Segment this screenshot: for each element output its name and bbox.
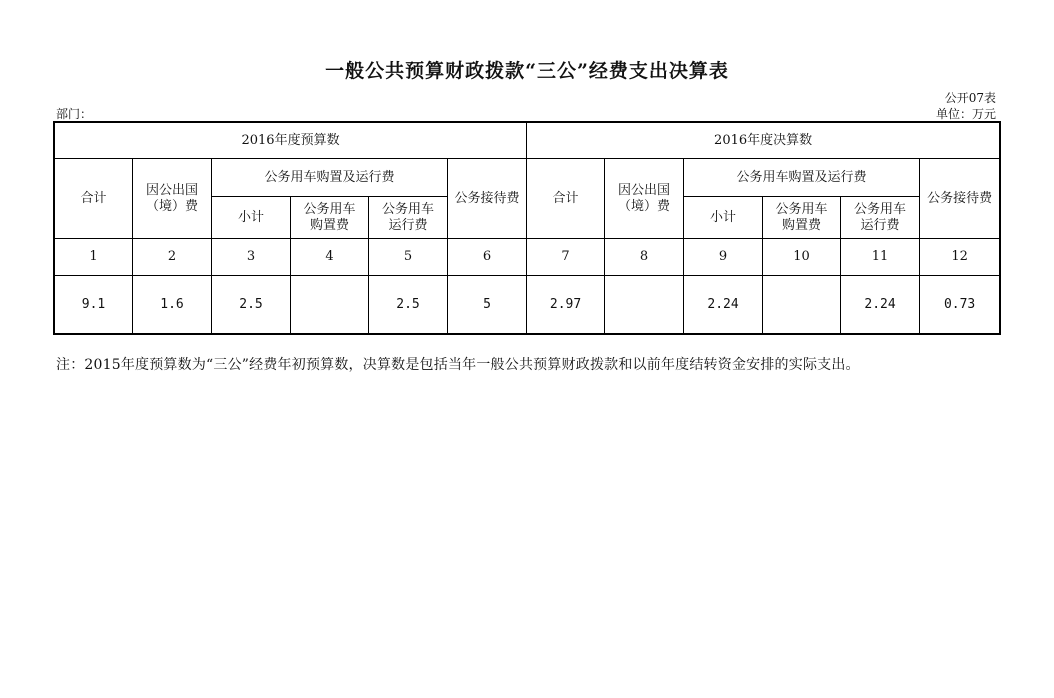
value-cell: 2.24 [684, 276, 763, 334]
budget-vehicle-group-header: 公务用车购置及运行费 [212, 159, 448, 197]
form-code: 公开07表 [944, 91, 996, 105]
index-cell: 10 [763, 239, 841, 276]
footnote: 注：2015年度预算数为“三公”经费年初预算数，决算数是包括当年一般公共预算财政拨款和以前年度结转资金安排的实际支出。 [56, 357, 860, 373]
final-total-header: 合计 [527, 159, 605, 239]
value-cell: 2.97 [527, 276, 605, 334]
value-cell: 9.1 [55, 276, 133, 334]
budget-group-header: 2016年度预算数 [55, 123, 527, 159]
department-label: 部门： [56, 107, 93, 121]
index-cell: 3 [212, 239, 291, 276]
final-vehicle-purchase-header [763, 197, 841, 239]
final-vehicle-group-header: 公务用车购置及运行费 [684, 159, 920, 197]
header-text: 公务用车 购置费 [303, 201, 356, 233]
header-text: 因公出国 （境）费 [145, 182, 198, 214]
header-text: 因公出国 （境）费 [618, 182, 671, 214]
index-cell: 8 [605, 239, 684, 276]
final-subtotal-header: 小计 [684, 197, 763, 239]
budget-reception-header: 公务接待费 [448, 159, 527, 239]
index-cell: 4 [291, 239, 369, 276]
three-public-expense-table [54, 122, 1000, 334]
value-cell [763, 276, 841, 334]
index-cell: 12 [920, 239, 1000, 276]
index-cell: 11 [841, 239, 920, 276]
budget-vehicle-operation-header [369, 197, 448, 239]
value-cell [291, 276, 369, 334]
index-cell: 7 [527, 239, 605, 276]
value-cell: 5 [448, 276, 527, 334]
final-abroad-header [605, 159, 684, 239]
header-text: 公务用车 运行费 [854, 201, 907, 233]
budget-total-header: 合计 [55, 159, 133, 239]
page-title: 一般公共预算财政拨款“三公”经费支出决算表 [325, 60, 729, 82]
index-row [55, 239, 1000, 276]
index-cell: 5 [369, 239, 448, 276]
value-cell: 1.6 [133, 276, 212, 334]
value-cell: 2.5 [212, 276, 291, 334]
budget-subtotal-header: 小计 [212, 197, 291, 239]
value-cell [605, 276, 684, 334]
value-cell: 0.73 [920, 276, 1000, 334]
value-row [55, 276, 1000, 334]
value-cell: 2.24 [841, 276, 920, 334]
index-cell: 2 [133, 239, 212, 276]
final-vehicle-operation-header [841, 197, 920, 239]
index-cell: 6 [448, 239, 527, 276]
unit-label: 单位：万元 [935, 107, 996, 121]
final-reception-header: 公务接待费 [920, 159, 1000, 239]
header-text: 公务用车 购置费 [775, 201, 828, 233]
header-text: 公务用车 运行费 [381, 201, 434, 233]
index-cell: 9 [684, 239, 763, 276]
budget-abroad-header [133, 159, 212, 239]
index-cell: 1 [55, 239, 133, 276]
final-group-header: 2016年度决算数 [527, 123, 1000, 159]
budget-vehicle-purchase-header [291, 197, 369, 239]
value-cell: 2.5 [369, 276, 448, 334]
